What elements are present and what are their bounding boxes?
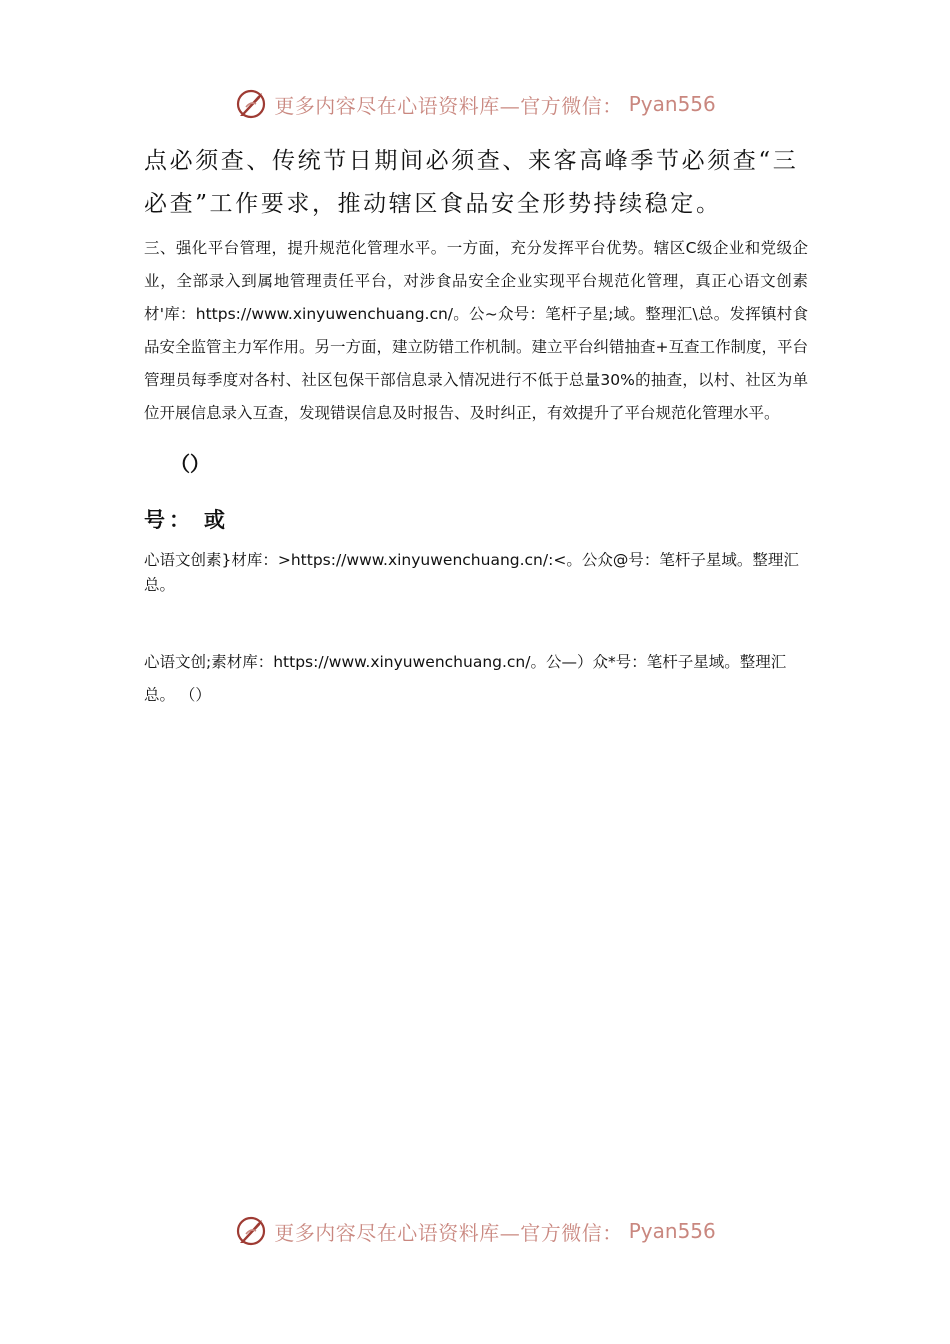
footer-banner [0,1211,950,1251]
source-note-2: 心语文创;素材库：https://www.xinyuwenchuang.cn/。公—）众*号：笔杆子星域。整理汇总。 （） [144,653,787,704]
empty-parentheses: （） [170,452,210,476]
banner-text: 更多内容尽在心语资料库—官方微信： [274,93,623,118]
quill-seal-icon [234,87,268,121]
heading-left-text: 号： [144,507,194,532]
fragment-heading [144,504,808,536]
source-note-1: 心语文创素}材库：>https://www.xinyuwenchuang.cn/:<。公众@号：笔杆子星域。整理汇总。 [144,551,799,594]
document-body [144,140,808,712]
heading-right-text: 或 [204,507,229,532]
intro-paragraph: 点必须查、传统节日期间必须查、来客高峰季节必须查“三必查”工作要求，推动辖区食品安全形势持续稳定。 [144,148,799,217]
banner-wechat-id: Pyan556 [628,92,716,116]
section-3-paragraph: 三、强化平台管理，提升规范化管理水平。一方面，充分发挥平台优势。辖区C级企业和党级企业，全部录入到属地管理责任平台，对涉食品安全企业实现平台规范化管理，真正心语文创素材'库：https://www.xinyuwenchuang.cn/。公~众号：笔杆子星;域。整理汇\总。发挥镇村食品安全监管主力军作用。另一方面，建立防错工作机制。建立平台纠错抽查+互查工作制度，平台管理员每季度对各村、社区包保干部信息录入情况进行不低于总量30%的抽查，以村、社区为单位开展信息录入互查，发现错误信息及时报告、及时纠正，有效提升了平台规范化管理水平。 [144,239,808,422]
banner-text: 更多内容尽在心语资料库—官方微信： [274,1220,623,1245]
banner-wechat-id: Pyan556 [628,1219,716,1243]
quill-seal-icon [234,1214,268,1248]
header-banner [0,84,950,124]
